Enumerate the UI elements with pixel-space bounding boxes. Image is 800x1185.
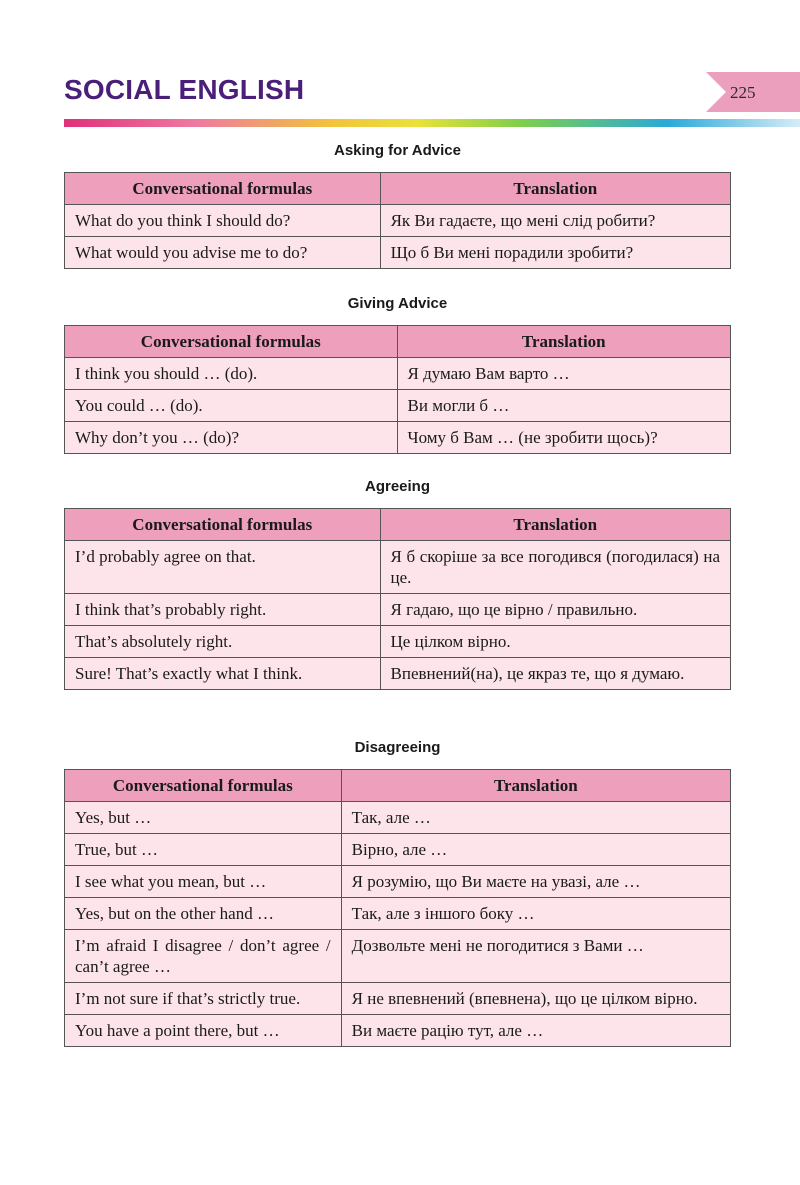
formula-cell: What would you advise me to do?: [65, 237, 381, 269]
table-asking-advice: [64, 172, 731, 269]
translation-cell: Як Ви гадаєте, що мені слід робити?: [380, 205, 730, 237]
translation-cell: Я думаю Вам варто …: [397, 358, 730, 390]
table-row: [65, 898, 731, 930]
table-header-row: [65, 326, 731, 358]
table-row: [65, 834, 731, 866]
section-title-asking-advice: Asking for Advice: [334, 142, 461, 159]
table-row: [65, 658, 731, 690]
header-translation: Translation: [341, 770, 730, 802]
table-row: [65, 1015, 731, 1047]
formula-cell: Yes, but …: [65, 802, 342, 834]
translation-cell: Ви могли б …: [397, 390, 730, 422]
table-row: [65, 422, 731, 454]
translation-cell: Впевнений(на), це якраз те, що я думаю.: [380, 658, 730, 690]
header-formulas: Conversational formulas: [65, 509, 381, 541]
formula-cell: Why don’t you … (do)?: [65, 422, 398, 454]
table-row: [65, 594, 731, 626]
formula-cell: I think you should … (do).: [65, 358, 398, 390]
table-row: [65, 358, 731, 390]
section-title-agreeing: Agreeing: [364, 478, 430, 495]
table-row: [65, 983, 731, 1015]
formula-cell: I’d probably agree on that.: [65, 541, 381, 594]
table-row: [65, 802, 731, 834]
table-header-row: [65, 770, 731, 802]
table-row: [65, 205, 731, 237]
table-row: [65, 626, 731, 658]
formula-cell: What do you think I should do?: [65, 205, 381, 237]
header-translation: Translation: [380, 173, 730, 205]
translation-cell: Я гадаю, що це вірно / правильно.: [380, 594, 730, 626]
formula-cell: Sure! That’s exactly what I think.: [65, 658, 381, 690]
formula-cell: I’m afraid I disagree / don’t agree / can’t agree …: [65, 930, 342, 983]
translation-cell: Чому б Вам … (не зробити щось)?: [397, 422, 730, 454]
translation-cell: Ви маєте рацію тут, але …: [341, 1015, 730, 1047]
formula-cell: True, but …: [65, 834, 342, 866]
header-translation: Translation: [380, 509, 730, 541]
formula-cell: Yes, but on the other hand …: [65, 898, 342, 930]
page-number: 225: [730, 83, 756, 102]
table-giving-advice: [64, 325, 731, 454]
translation-cell: Так, але …: [341, 802, 730, 834]
table-row: [65, 237, 731, 269]
table-agreeing: [64, 508, 731, 690]
table-row: [65, 541, 731, 594]
header-formulas: Conversational formulas: [65, 173, 381, 205]
header-formulas: Conversational formulas: [65, 770, 342, 802]
formula-cell: I’m not sure if that’s strictly true.: [65, 983, 342, 1015]
formula-cell: I see what you mean, but …: [65, 866, 342, 898]
translation-cell: Це цілком вірно.: [380, 626, 730, 658]
table-header-row: [65, 173, 731, 205]
translation-cell: Я не впевнений (впевнена), що це цілком вірно.: [341, 983, 730, 1015]
translation-cell: Вірно, але …: [341, 834, 730, 866]
translation-cell: Так, але з іншого боку …: [341, 898, 730, 930]
translation-cell: Дозвольте мені не погодитися з Вами …: [341, 930, 730, 983]
translation-cell: Я б скоріше за все погодився (погодилася) на це.: [380, 541, 730, 594]
header-formulas: Conversational formulas: [65, 326, 398, 358]
formula-cell: I think that’s probably right.: [65, 594, 381, 626]
table-row: [65, 390, 731, 422]
translation-cell: Що б Ви мені порадили зробити?: [380, 237, 730, 269]
rainbow-divider: [64, 119, 800, 127]
formula-cell: You could … (do).: [65, 390, 398, 422]
translation-cell: Я розумію, що Ви маєте на увазі, але …: [341, 866, 730, 898]
table-header-row: [65, 509, 731, 541]
table-row: [65, 866, 731, 898]
table-disagreeing: [64, 769, 731, 1047]
section-title-disagreeing: Disagreeing: [354, 739, 441, 756]
formula-cell: That’s absolutely right.: [65, 626, 381, 658]
section-title-giving-advice: Giving Advice: [347, 295, 448, 312]
page-title: SOCIAL ENGLISH: [64, 74, 305, 105]
table-row: [65, 930, 731, 983]
formula-cell: You have a point there, but …: [65, 1015, 342, 1047]
header-translation: Translation: [397, 326, 730, 358]
